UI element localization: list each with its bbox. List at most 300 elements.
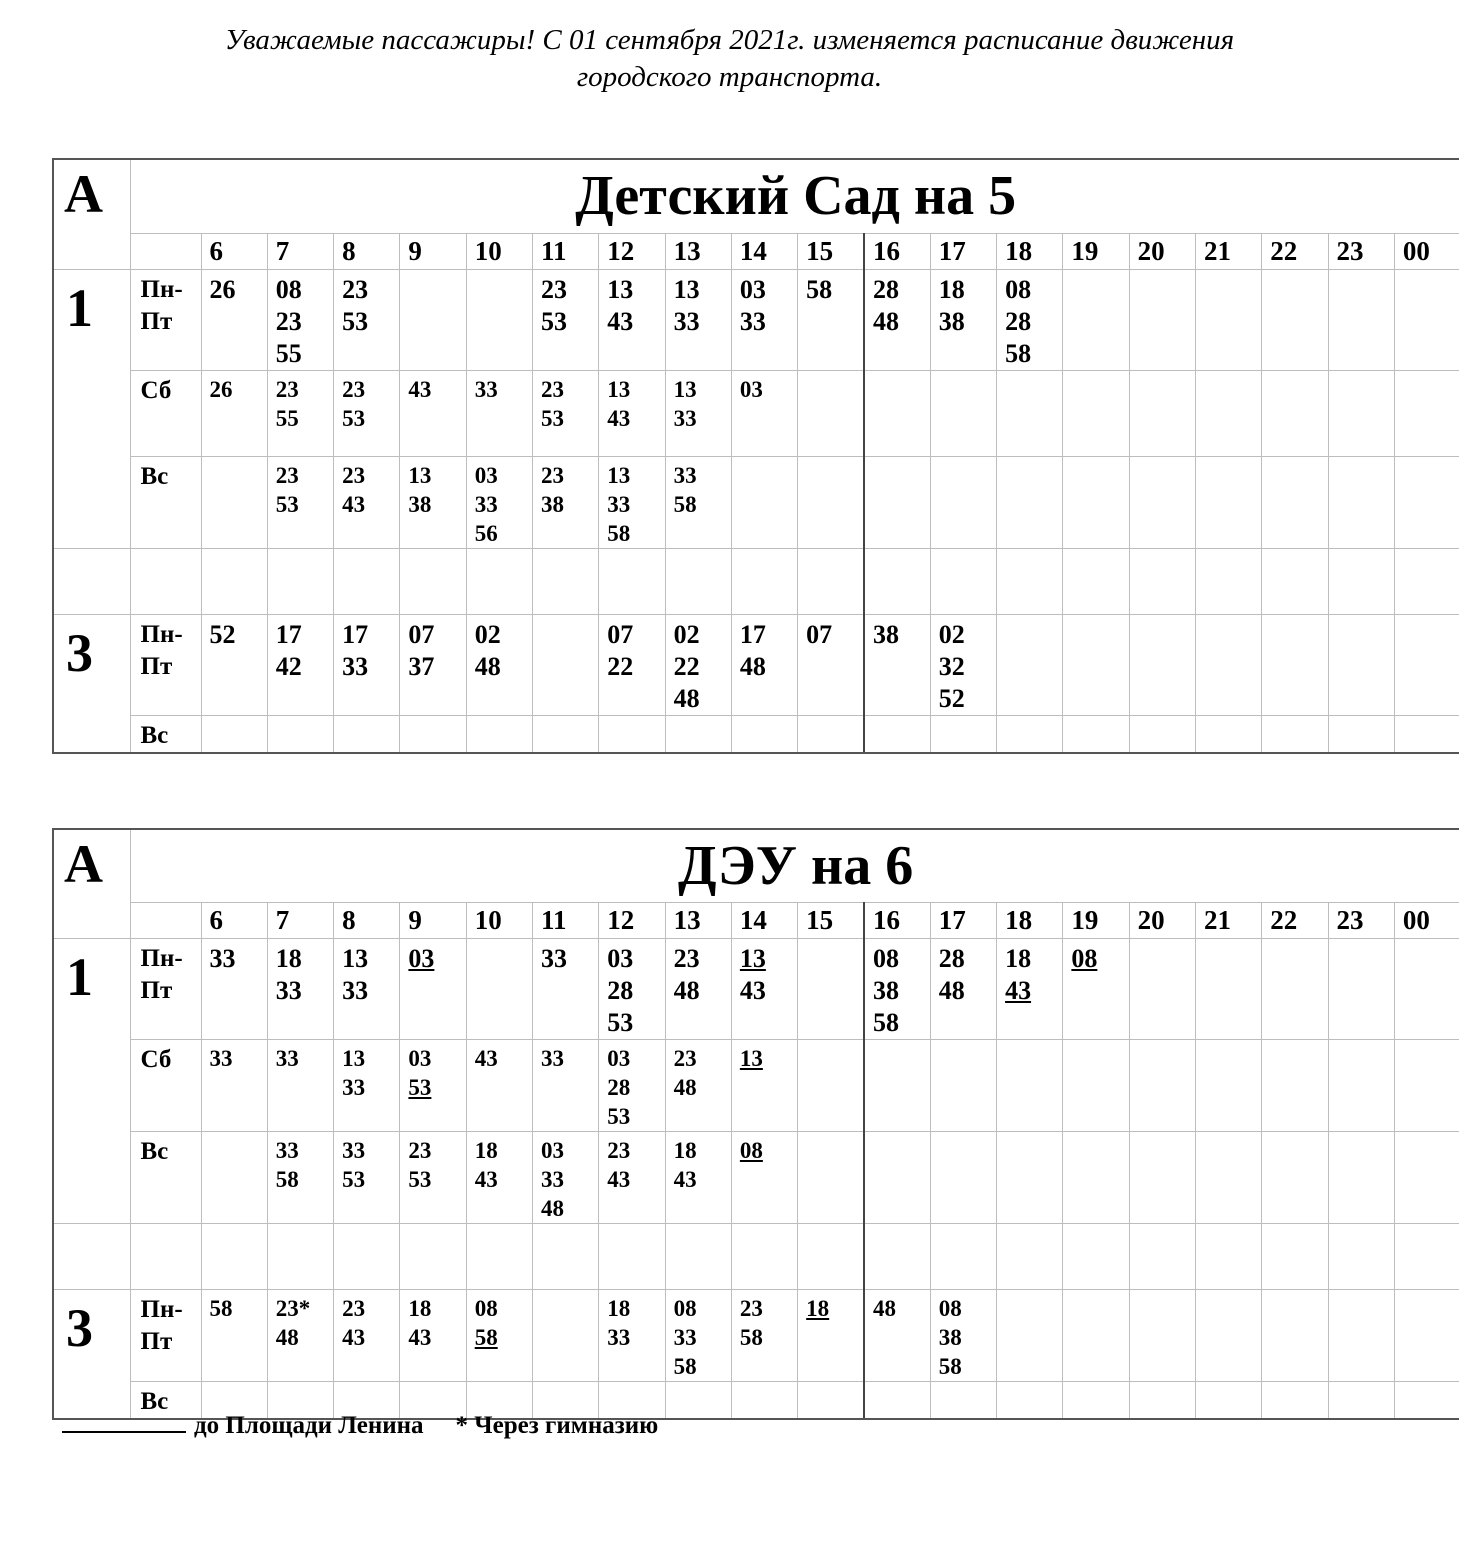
day-label: [130, 1290, 201, 1382]
time-cell: [798, 1040, 864, 1132]
time-cell: [1394, 1132, 1459, 1224]
time-cell: [267, 1132, 333, 1224]
departure-minute: 18: [408, 1296, 432, 1321]
schedule-row-route-1: [53, 939, 1459, 1040]
hour-header-22: 22: [1262, 233, 1328, 269]
spacer-cell: [334, 1224, 400, 1290]
hour-header-11: 11: [532, 233, 598, 269]
time-cell: [1328, 269, 1394, 370]
departure-minute: 23: [342, 274, 369, 304]
schedule-row-route-1: [53, 370, 1459, 456]
schedule-row-route-1: [53, 456, 1459, 548]
spacer-cell: [267, 1224, 333, 1290]
departure-minute: 22: [607, 651, 634, 681]
route-number: 1: [53, 269, 130, 548]
departure-minute: 28: [607, 1075, 631, 1100]
time-cell: [400, 456, 466, 548]
day-label-part: Вс: [140, 462, 169, 490]
departure-minute: 52: [209, 619, 236, 649]
departure-minute: 53: [342, 1167, 366, 1192]
spacer-row: [53, 548, 1459, 614]
time-cell: [1129, 614, 1195, 715]
time-cell: [665, 269, 731, 370]
time-cell: [798, 1290, 864, 1382]
spacer-route-cell: [53, 548, 130, 614]
departure-minute: 43: [607, 1167, 631, 1192]
day-label-part: Пт: [140, 977, 173, 1004]
time-cell: [1129, 939, 1195, 1040]
spacer-cell: [400, 1224, 466, 1290]
schedule-row-route-3: [53, 715, 1459, 753]
departure-minute: 23: [342, 462, 366, 488]
departure-minute: 03: [540, 1138, 564, 1163]
departure-minute: 03: [408, 1046, 432, 1071]
time-cell: [665, 456, 731, 548]
departure-minute: 33: [275, 1046, 299, 1071]
time-cell: [665, 1040, 731, 1132]
time-cell: [267, 1040, 333, 1132]
time-cell: [1394, 269, 1459, 370]
time-cell: [665, 1132, 731, 1224]
time-cell: [1063, 370, 1129, 456]
time-cell: [1262, 1382, 1328, 1420]
time-cell: [864, 1382, 930, 1420]
schedule-row-route-3: [53, 614, 1459, 715]
hour-header-8: 8: [334, 903, 400, 939]
time-cell: [532, 939, 598, 1040]
departure-minute: 33: [342, 1075, 366, 1100]
time-cell: [532, 715, 598, 753]
time-cell: [1328, 1040, 1394, 1132]
time-cell: [1195, 1290, 1261, 1382]
time-cell: [1129, 370, 1195, 456]
departure-minute: 48: [739, 651, 766, 681]
departure-minute: 38: [540, 491, 564, 517]
time-cell: [1063, 1382, 1129, 1420]
corner-label: А: [53, 829, 130, 939]
time-cell: [665, 715, 731, 753]
departure-minute: 55: [275, 338, 302, 368]
time-cell: [798, 1132, 864, 1224]
departure-minute: 58: [739, 1325, 763, 1350]
departure-minute: 48: [673, 1075, 697, 1100]
departure-minute: 33: [673, 1325, 697, 1350]
departure-minute: 48: [275, 1325, 299, 1350]
departure-minute: 58: [673, 1354, 697, 1379]
time-cell: [665, 1290, 731, 1382]
day-label: [130, 715, 201, 753]
time-cell: [400, 715, 466, 753]
departure-minute: 58: [607, 520, 631, 546]
departure-minute: 43: [408, 376, 432, 402]
departure-minute: 08: [673, 1296, 697, 1321]
departure-minute: 08: [1005, 274, 1032, 304]
time-cell: [997, 269, 1063, 370]
departure-minute: 23: [540, 376, 564, 402]
hour-header-9: 9: [400, 233, 466, 269]
day-label: [130, 614, 201, 715]
departure-minute: 33: [474, 376, 498, 402]
time-cell: [1394, 614, 1459, 715]
time-cell: [731, 939, 797, 1040]
notice: [0, 22, 1459, 96]
hour-header-00: 00: [1394, 903, 1459, 939]
day-label-part: Пт: [140, 652, 173, 680]
time-cell: [201, 1290, 267, 1382]
hour-header-15: 15: [798, 903, 864, 939]
time-cell: [930, 614, 996, 715]
departure-minute: 58: [275, 1167, 299, 1192]
departure-minute: 43: [739, 976, 766, 1005]
day-label-part: Пн-: [140, 275, 183, 303]
time-cell: [930, 715, 996, 753]
time-cell: [1328, 1132, 1394, 1224]
table-title: ДЭУ на 6: [130, 829, 1459, 903]
spacer-cell: [731, 1224, 797, 1290]
time-cell: [400, 614, 466, 715]
spacer-cell: [1129, 548, 1195, 614]
spacer-cell: [1063, 1224, 1129, 1290]
time-cell: [1262, 614, 1328, 715]
time-cell: [1129, 1290, 1195, 1382]
time-cell: [466, 1132, 532, 1224]
spacer-cell: [201, 1224, 267, 1290]
schedule-row-route-1: [53, 1040, 1459, 1132]
time-cell: [997, 715, 1063, 753]
departure-minute: 53: [275, 491, 299, 517]
spacer-cell: [267, 548, 333, 614]
departure-minute: 17: [275, 619, 302, 649]
departure-minute: 08: [275, 274, 302, 304]
departure-minute: 43: [342, 1325, 366, 1350]
hour-header-20: 20: [1129, 233, 1195, 269]
spacer-cell: [1063, 548, 1129, 614]
departure-minute: 23*: [275, 1296, 311, 1321]
time-cell: [267, 715, 333, 753]
time-cell: [1129, 269, 1195, 370]
route-number: 3: [53, 1290, 130, 1420]
departure-minute: 33: [540, 1167, 564, 1192]
time-cell: [400, 1132, 466, 1224]
hour-header-12: 12: [599, 233, 665, 269]
spacer-cell: [798, 1224, 864, 1290]
departure-minute: 03: [607, 1046, 631, 1071]
departure-minute-to-lenin-square: 18: [806, 1296, 830, 1321]
departure-minute: 53: [408, 1167, 432, 1192]
time-cell: [1328, 1382, 1394, 1420]
hour-header-8: 8: [334, 233, 400, 269]
spacer-cell: [731, 548, 797, 614]
departure-minute: 23: [673, 1046, 697, 1071]
time-cell: [1394, 1382, 1459, 1420]
time-cell: [400, 269, 466, 370]
departure-minute: 33: [607, 1325, 631, 1350]
time-cell: [400, 1290, 466, 1382]
time-cell: [1195, 1040, 1261, 1132]
departure-minute-to-lenin-square: 13: [739, 944, 766, 973]
time-cell: [1063, 1040, 1129, 1132]
departure-minute: 13: [342, 944, 369, 973]
time-cell: [599, 1132, 665, 1224]
time-cell: [334, 1132, 400, 1224]
hour-header-15: 15: [798, 233, 864, 269]
departure-minute: 23: [408, 1138, 432, 1163]
hour-header-6: 6: [201, 233, 267, 269]
notice-line-2: городского транспорта.: [576, 61, 883, 93]
time-cell: [1394, 1040, 1459, 1132]
time-cell: [334, 715, 400, 753]
departure-minute: 08: [474, 1296, 498, 1321]
time-cell: [599, 715, 665, 753]
departure-minute: 28: [938, 944, 965, 973]
hour-row-blank: [130, 903, 201, 939]
time-cell: [997, 1290, 1063, 1382]
time-cell: [997, 614, 1063, 715]
departure-minute: 23: [342, 1296, 366, 1321]
hour-header-17: 17: [930, 233, 996, 269]
time-cell: [599, 269, 665, 370]
hour-header-16: 16: [864, 903, 930, 939]
time-cell: [864, 269, 930, 370]
departure-minute: 52: [938, 683, 965, 713]
time-cell: [532, 370, 598, 456]
spacer-cell: [930, 1224, 996, 1290]
departure-minute: 33: [342, 651, 369, 681]
spacer-cell: [599, 1224, 665, 1290]
time-cell: [466, 1290, 532, 1382]
hour-header-13: 13: [665, 903, 731, 939]
time-cell: [1262, 269, 1328, 370]
time-cell: [599, 456, 665, 548]
time-cell: [1195, 939, 1261, 1040]
spacer-cell: [201, 548, 267, 614]
spacer-cell: [1262, 1224, 1328, 1290]
time-cell: [1328, 715, 1394, 753]
departure-minute: 53: [540, 306, 567, 336]
departure-minute: 02: [673, 619, 700, 649]
departure-minute: 23: [275, 462, 299, 488]
departure-minute: 42: [275, 651, 302, 681]
time-cell: [532, 1040, 598, 1132]
departure-minute: 33: [275, 976, 302, 1005]
departure-minute: 17: [739, 619, 766, 649]
departure-minute: 33: [342, 976, 369, 1005]
departure-minute: 28: [872, 274, 899, 304]
departure-minute: 33: [673, 405, 697, 431]
hour-header-10: 10: [466, 233, 532, 269]
departure-minute: 23: [275, 376, 299, 402]
time-cell: [798, 1382, 864, 1420]
departure-minute: 38: [938, 1325, 962, 1350]
departure-minute: 33: [474, 491, 498, 517]
time-cell: [201, 715, 267, 753]
time-cell: [201, 269, 267, 370]
time-cell: [1328, 614, 1394, 715]
hour-row: [53, 233, 1459, 269]
time-cell: [267, 456, 333, 548]
time-cell: [1262, 1290, 1328, 1382]
hour-header-18: 18: [997, 903, 1063, 939]
day-label: [130, 269, 201, 370]
departure-minute: 53: [540, 405, 564, 431]
spacer-cell: [1195, 548, 1261, 614]
departure-minute-to-lenin-square: 13: [739, 1046, 763, 1071]
time-cell: [930, 370, 996, 456]
departure-minute: 43: [342, 491, 366, 517]
time-cell: [798, 614, 864, 715]
time-cell: [334, 1290, 400, 1382]
time-cell: [798, 370, 864, 456]
time-cell: [997, 1382, 1063, 1420]
time-cell: [1063, 1290, 1129, 1382]
time-cell: [1195, 614, 1261, 715]
time-cell: [731, 456, 797, 548]
time-cell: [1063, 269, 1129, 370]
departure-minute: 13: [607, 462, 631, 488]
time-cell: [731, 614, 797, 715]
departure-minute: 43: [673, 1167, 697, 1192]
time-cell: [532, 614, 598, 715]
time-cell: [334, 370, 400, 456]
time-cell: [267, 269, 333, 370]
hour-header-23: 23: [1328, 903, 1394, 939]
day-label-part: Сб: [140, 1046, 172, 1073]
departure-minute: 33: [673, 462, 697, 488]
departure-minute: 07: [607, 619, 634, 649]
time-cell: [864, 1290, 930, 1382]
legend-underline-text: до Площади Ленина: [194, 1412, 424, 1439]
departure-minute: 48: [474, 651, 501, 681]
time-cell: [864, 1040, 930, 1132]
departure-minute: 48: [872, 306, 899, 336]
spacer-cell: [532, 548, 598, 614]
departure-minute: 53: [607, 1008, 634, 1037]
departure-minute: 26: [209, 376, 233, 402]
day-label-part: Вс: [140, 721, 169, 749]
spacer-cell: [532, 1224, 598, 1290]
departure-minute: 48: [872, 1296, 896, 1321]
time-cell: [1262, 370, 1328, 456]
time-cell: [466, 939, 532, 1040]
time-cell: [1129, 456, 1195, 548]
departure-minute-to-lenin-square: 43: [1005, 976, 1032, 1005]
departure-minute: 43: [474, 1046, 498, 1071]
departure-minute: 18: [474, 1138, 498, 1163]
day-label-part: Вс: [140, 1138, 169, 1165]
time-cell: [930, 1382, 996, 1420]
departure-minute: 38: [938, 306, 965, 336]
departure-minute: 23: [540, 462, 564, 488]
time-cell: [1394, 1290, 1459, 1382]
time-cell: [864, 614, 930, 715]
time-cell: [798, 456, 864, 548]
time-cell: [599, 939, 665, 1040]
departure-minute: 13: [673, 376, 697, 402]
time-cell: [599, 1040, 665, 1132]
time-cell: [466, 456, 532, 548]
spacer-cell: [1394, 548, 1459, 614]
day-label-part: Сб: [140, 376, 172, 404]
time-cell: [1195, 456, 1261, 548]
spacer-day-cell: [130, 1224, 201, 1290]
time-cell: [334, 269, 400, 370]
departure-minute: 18: [275, 944, 302, 973]
time-cell: [267, 370, 333, 456]
departure-minute: 33: [673, 306, 700, 336]
spacer-cell: [1328, 1224, 1394, 1290]
departure-minute-to-lenin-square: 08: [739, 1138, 763, 1163]
departure-minute: 07: [408, 619, 435, 649]
day-label-part: Пн-: [140, 1296, 183, 1323]
spacer-cell: [599, 548, 665, 614]
departure-minute: 58: [673, 491, 697, 517]
time-cell: [731, 715, 797, 753]
title-row: [53, 829, 1459, 903]
time-cell: [201, 1040, 267, 1132]
time-cell: [466, 614, 532, 715]
time-cell: [1129, 1132, 1195, 1224]
departure-minute: 23: [607, 1138, 631, 1163]
time-cell: [930, 1290, 996, 1382]
departure-minute: 02: [938, 619, 965, 649]
hour-header-22: 22: [1262, 903, 1328, 939]
time-cell: [930, 1132, 996, 1224]
time-cell: [731, 1132, 797, 1224]
departure-minute: 13: [673, 274, 700, 304]
departure-minute: 33: [739, 306, 766, 336]
hour-header-7: 7: [267, 233, 333, 269]
time-cell: [731, 1382, 797, 1420]
time-cell: [201, 456, 267, 548]
timetable-deu: [52, 828, 1459, 1420]
time-cell: [1262, 1040, 1328, 1132]
time-cell: [731, 269, 797, 370]
departure-minute: 13: [342, 1046, 366, 1071]
departure-minute: 13: [607, 376, 631, 402]
departure-minute: 13: [408, 462, 432, 488]
departure-minute: 48: [673, 683, 700, 713]
route-number: 3: [53, 614, 130, 753]
time-cell: [997, 456, 1063, 548]
spacer-cell: [1328, 548, 1394, 614]
time-cell: [864, 715, 930, 753]
time-cell: [466, 715, 532, 753]
time-cell: [1129, 1040, 1195, 1132]
departure-minute: 08: [938, 1296, 962, 1321]
departure-minute: 38: [872, 976, 899, 1005]
departure-minute-to-lenin-square: 53: [408, 1075, 432, 1100]
departure-minute: 13: [607, 274, 634, 304]
time-cell: [798, 939, 864, 1040]
departure-minute: 23: [275, 306, 302, 336]
time-cell: [1394, 456, 1459, 548]
departure-minute-to-lenin-square: 03: [408, 944, 435, 973]
time-cell: [930, 456, 996, 548]
time-cell: [334, 456, 400, 548]
time-cell: [1195, 1382, 1261, 1420]
departure-minute: 56: [474, 520, 498, 546]
time-cell: [1394, 370, 1459, 456]
hour-header-23: 23: [1328, 233, 1394, 269]
spacer-cell: [400, 548, 466, 614]
time-cell: [731, 370, 797, 456]
time-cell: [400, 370, 466, 456]
spacer-cell: [1394, 1224, 1459, 1290]
time-cell: [267, 614, 333, 715]
spacer-cell: [864, 548, 930, 614]
time-cell: [798, 269, 864, 370]
time-cell: [334, 1040, 400, 1132]
